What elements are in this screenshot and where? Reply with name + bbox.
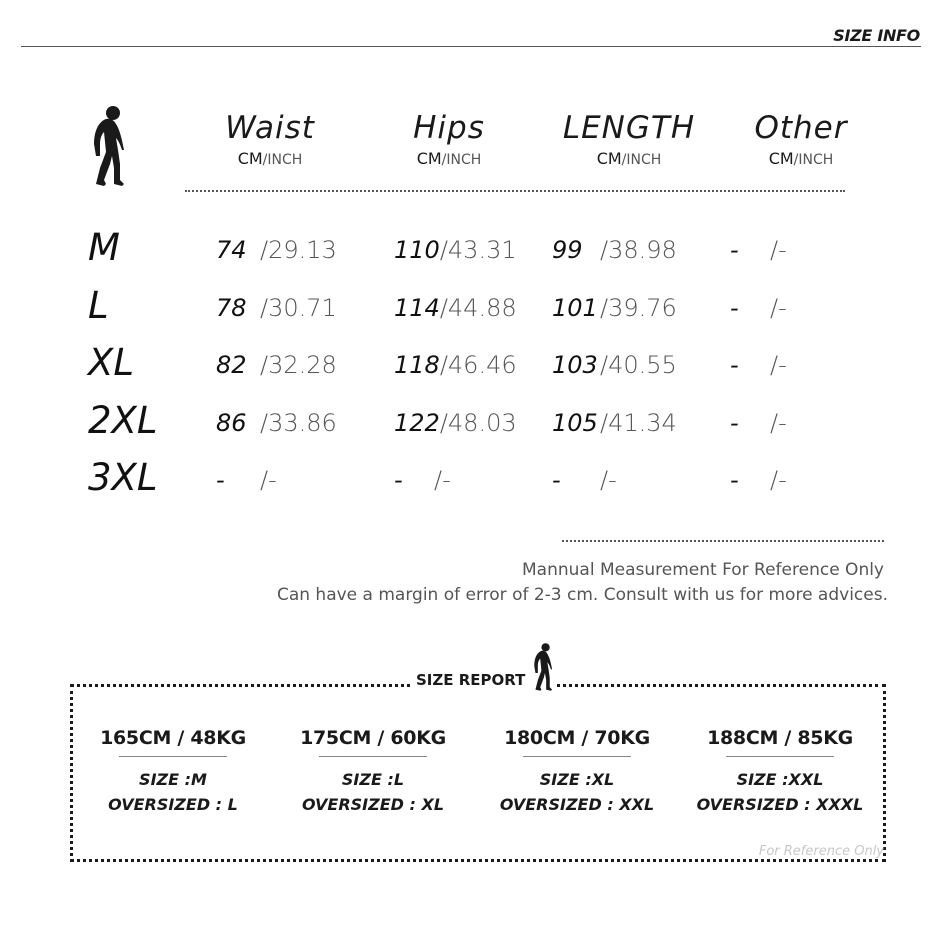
report-reference-note: For Reference Only xyxy=(758,844,884,859)
inch-value: /- xyxy=(600,466,617,494)
model-size: SIZE :XXL xyxy=(736,770,824,789)
column-header-other xyxy=(716,110,886,168)
column-unit xyxy=(716,149,886,168)
column-title: LENGTH xyxy=(562,110,696,146)
size-label-l: L xyxy=(88,284,109,327)
model-size: SIZE :XL xyxy=(539,770,615,789)
cm-value: 105 xyxy=(552,409,598,437)
model-card xyxy=(273,727,473,817)
table-cell xyxy=(730,294,787,322)
table-cell xyxy=(394,351,517,379)
unit-inch: /INCH xyxy=(793,152,834,168)
column-title: Hips xyxy=(413,110,485,146)
unit-cm: CM xyxy=(237,149,263,168)
cm-value: 78 xyxy=(216,294,247,322)
table-cell xyxy=(394,236,517,264)
model-divider xyxy=(119,756,227,757)
unit-cm: CM xyxy=(416,149,442,168)
model-card xyxy=(477,727,677,817)
cm-value: 99 xyxy=(552,236,583,264)
model-divider xyxy=(319,756,427,757)
reference-note-line2: Can have a margin of error of 2-3 cm. Consult with us for more advices. xyxy=(276,585,888,605)
cm-value: - xyxy=(394,466,403,494)
table-cell xyxy=(552,294,677,322)
size-label-2xl: 2XL xyxy=(88,399,158,442)
inch-value: /46.46 xyxy=(439,351,517,379)
reference-note-line1: Mannual Measurement For Reference Only xyxy=(522,560,884,580)
cm-value: 114 xyxy=(394,294,440,322)
inch-value: /43.31 xyxy=(439,236,517,264)
model-oversized: OVERSIZED : XXXL xyxy=(696,795,864,814)
cm-value: 118 xyxy=(394,351,440,379)
unit-inch: /INCH xyxy=(441,152,482,168)
brand-title: SIZE INFO xyxy=(833,26,920,45)
table-cell xyxy=(216,294,337,322)
column-header-hips xyxy=(364,110,534,168)
model-measurement: 188CM / 85KG xyxy=(707,727,853,749)
table-cell xyxy=(216,236,337,264)
size-label-xl: XL xyxy=(88,341,134,384)
cm-value: - xyxy=(730,294,739,322)
table-cell xyxy=(730,466,787,494)
inch-value: /41.34 xyxy=(600,409,677,437)
inch-value: /44.88 xyxy=(439,294,517,322)
column-unit xyxy=(364,149,534,168)
inch-value: /- xyxy=(770,466,787,494)
inch-value: /38.98 xyxy=(600,236,677,264)
model-measurement: 165CM / 48KG xyxy=(100,727,246,749)
cm-value: - xyxy=(730,409,739,437)
cm-value: - xyxy=(552,466,561,494)
column-header-waist xyxy=(185,110,355,168)
table-cell xyxy=(730,236,787,264)
column-unit xyxy=(544,149,714,168)
model-size: SIZE :M xyxy=(139,770,207,789)
inch-value: /- xyxy=(770,351,787,379)
inch-value: /- xyxy=(434,466,451,494)
model-size: SIZE :L xyxy=(341,770,405,789)
model-measurement: 175CM / 60KG xyxy=(300,727,446,749)
model-card xyxy=(680,727,880,817)
header-dotted-divider xyxy=(185,190,845,192)
inch-value: /33.86 xyxy=(260,409,337,437)
cm-value: - xyxy=(730,236,739,264)
unit-inch: /INCH xyxy=(621,152,662,168)
cm-value: 122 xyxy=(394,409,440,437)
table-cell xyxy=(394,294,517,322)
inch-value: /32.28 xyxy=(260,351,337,379)
inch-value: /- xyxy=(770,236,787,264)
cm-value: 103 xyxy=(552,351,598,379)
unit-inch: /INCH xyxy=(262,152,303,168)
size-report-title: SIZE REPORT xyxy=(410,671,531,689)
model-oversized: OVERSIZED : XL xyxy=(301,795,445,814)
inch-value: /- xyxy=(260,466,277,494)
table-cell xyxy=(552,466,617,494)
unit-cm: CM xyxy=(768,149,794,168)
inch-value: /40.55 xyxy=(600,351,677,379)
table-cell xyxy=(216,466,277,494)
table-cell xyxy=(552,409,677,437)
cm-value: 86 xyxy=(216,409,247,437)
human-figure-icon xyxy=(529,642,555,692)
inch-value: /29.13 xyxy=(260,236,337,264)
model-divider xyxy=(726,756,834,757)
cm-value: 82 xyxy=(216,351,247,379)
inch-value: /- xyxy=(770,294,787,322)
cm-value: 110 xyxy=(394,236,440,264)
table-cell xyxy=(730,351,787,379)
table-cell xyxy=(730,409,787,437)
column-header-length xyxy=(544,110,714,168)
inch-value: /30.71 xyxy=(260,294,337,322)
model-oversized: OVERSIZED : XXL xyxy=(499,795,655,814)
cm-value: 101 xyxy=(552,294,598,322)
column-title: Waist xyxy=(225,110,315,146)
size-label-m: M xyxy=(88,226,120,269)
column-unit xyxy=(185,149,355,168)
table-cell xyxy=(552,236,677,264)
human-figure-icon xyxy=(86,104,128,188)
cm-value: - xyxy=(730,351,739,379)
column-title: Other xyxy=(754,110,848,146)
inch-value: /39.76 xyxy=(600,294,677,322)
table-cell xyxy=(394,409,517,437)
cm-value: - xyxy=(216,466,225,494)
cm-value: 74 xyxy=(216,236,247,264)
model-oversized: OVERSIZED : L xyxy=(108,795,238,814)
notes-dotted-divider xyxy=(562,540,884,542)
model-divider xyxy=(523,756,631,757)
model-card xyxy=(73,727,273,817)
size-label-3xl: 3XL xyxy=(88,456,158,499)
table-cell xyxy=(216,409,337,437)
model-measurement: 180CM / 70KG xyxy=(504,727,650,749)
inch-value: /- xyxy=(770,409,787,437)
inch-value: /48.03 xyxy=(439,409,517,437)
unit-cm: CM xyxy=(596,149,622,168)
table-cell xyxy=(216,351,337,379)
table-cell xyxy=(394,466,451,494)
table-cell xyxy=(552,351,677,379)
top-divider xyxy=(21,46,921,47)
cm-value: - xyxy=(730,466,739,494)
